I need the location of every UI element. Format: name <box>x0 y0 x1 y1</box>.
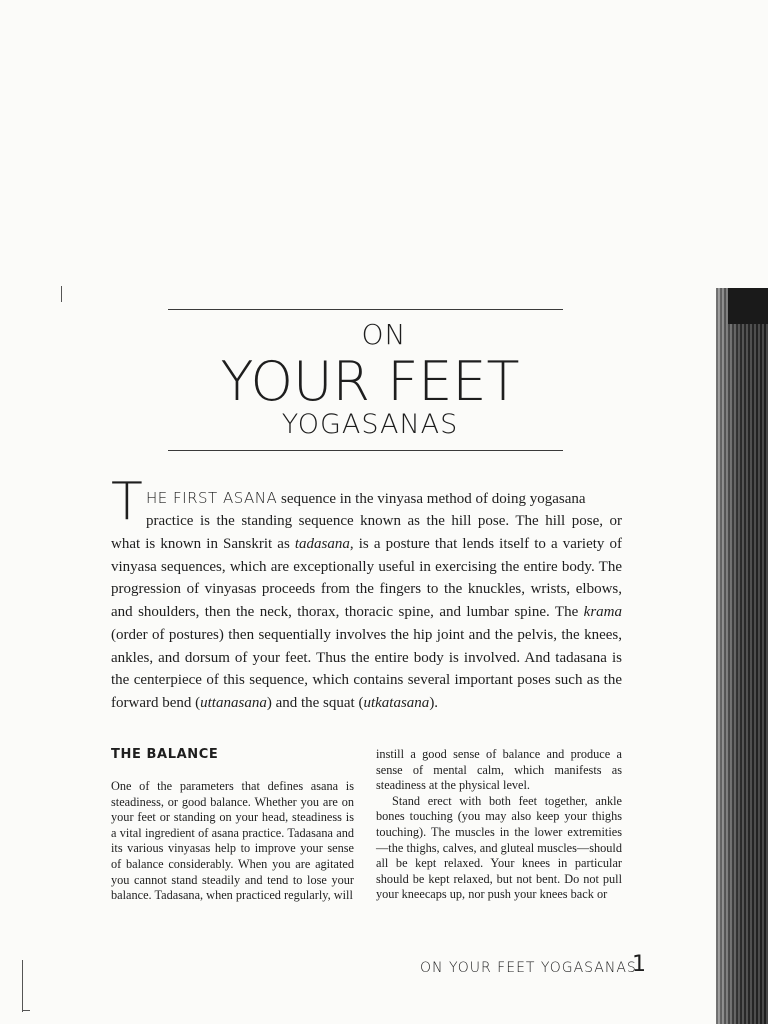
title-on: ON <box>361 318 407 351</box>
term-tadasana: tadasana <box>294 536 350 552</box>
crop-mark-bottom <box>22 960 23 1012</box>
right-column-paragraph-2: Stand erect with both feet together, ankle bones touching (you may also keep your thighs touching). The muscles in the lower extremities—the thighs, calves, and gluteal muscles—should all be kept relaxed. Your knees in particular should be kept relaxed, but not bent. Do not pull your kneecaps up, nor push your knees back or <box>376 793 622 902</box>
term-uttanasana: uttanasana <box>200 694 267 711</box>
intro-paragraph <box>111 533 622 715</box>
page-number: 1 <box>632 952 646 977</box>
intro-line-2: practice is the standing sequence known as the hill pose. The hill pose, or <box>146 513 622 529</box>
page-subtitle: YOGASANAS <box>281 409 459 440</box>
intro-text-e: ). <box>429 694 439 711</box>
intro-line-1-text: sequence in the vinyasa method of doing yogasana <box>277 491 586 507</box>
title-rule-top <box>168 309 563 310</box>
left-column-paragraph: One of the parameters that defines asana is steadiness, or good balance. Whether you are on your feet or standing on your head, steadiness is a vital ingredient of asana practice. Tadasana and its various vinyasas help to improve your sense of balance considerably. When you are agitated you cannot stand steadily and tend to lose your balance. Tadasana, when practiced regularly, will <box>111 779 354 903</box>
intro-text-b: , is a posture that lends itself to a variety of vinyasa sequences, which are exceptionally useful in exercising the entire body. The progression of vinyasas proceeds from the fingers to the knuckles, wrists, elbows, and shoulders, then the neck, thorax, thoracic spine, and lumbar spine. The <box>111 536 623 621</box>
intro-line-1 <box>146 487 622 511</box>
left-column <box>111 779 354 904</box>
running-footer: ON YOUR FEET YOGASANAS <box>420 960 637 976</box>
intro-text-d: ) and the squat ( <box>266 694 364 711</box>
section-heading: THE BALANCE <box>111 747 219 762</box>
page-title: YOUR FEET <box>220 350 520 413</box>
title-rule-bottom <box>168 450 563 451</box>
crop-mark-foot <box>22 1010 30 1011</box>
term-utkatasana: utkatasana <box>363 694 430 711</box>
crop-mark-top <box>61 286 62 302</box>
intro-text-a: what is known in Sanskrit as <box>111 536 295 552</box>
intro-lead-caps: HE FIRST ASANA <box>146 489 278 507</box>
intro-text-c: (order of postures) then sequentially involves the hip joint and the pelvis, the knees, ankles, and dorsum of your feet. Thus the entire body is involved. And tadasana is the centerpiece of this sequence, which contains several important poses such as the forward bend ( <box>111 626 622 711</box>
drop-cap: T <box>111 472 143 532</box>
term-krama: krama <box>583 604 622 621</box>
right-column-paragraph-1: instill a good sense of balance and produce a sense of mental calm, which manifests as steadiness at the physical level. <box>376 747 622 793</box>
right-column <box>376 747 622 903</box>
